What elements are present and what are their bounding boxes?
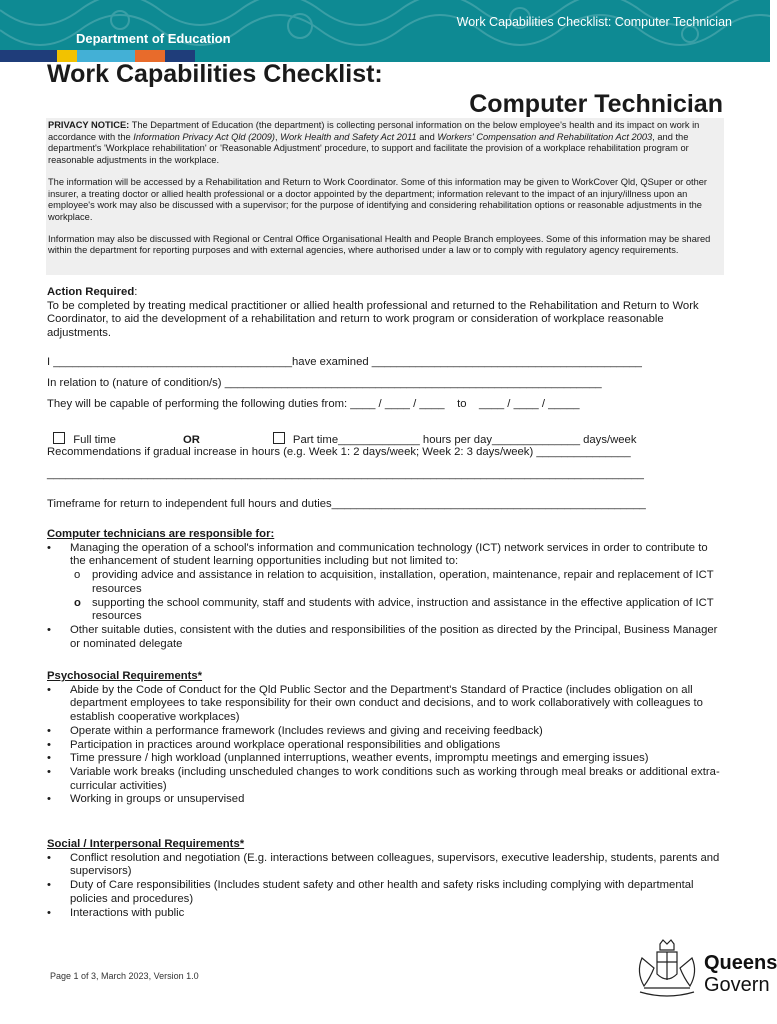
action-required-heading: Action Required — [47, 286, 135, 298]
page-footer: Page 1 of 3, March 2023, Version 1.0 — [50, 971, 199, 981]
queensland-crest-logo — [632, 938, 702, 1002]
sub-list-item — [70, 597, 722, 624]
list-item: • Interactions with public — [47, 907, 722, 921]
part-time-label[interactable]: Part time_____________ hours per day______________ days/week — [292, 434, 637, 446]
sub-list-item — [70, 569, 722, 596]
social-section — [47, 838, 722, 920]
privacy-text: The Department of Education (the department) is collecting personal information on the below employee's health and its impact on work in accordance with the — [48, 120, 700, 142]
privacy-paragraph-2: The information will be accessed by a Rehabilitation and Return to Work Coordinator. Some of this information may be given to WorkCover Qld, QSuper or other insurer, a treating doctor or allied health professional or a doctor appointed by the department; information relevant to the impact of an injury/illness upon an employee's work may also be discussed with a supervisor; for the purpose of identifying and considering rehabilitation options or reasonable adjustments in the workplace. — [48, 176, 708, 222]
timeframe-field[interactable]: Timeframe for return to independent full hours and duties__________________________________________________ — [47, 498, 646, 510]
duties-date-field[interactable]: They will be capable of performing the following duties from: ____ / ____ / ____ to ____ / ____ / _____ — [47, 398, 580, 410]
list-item: • Abide by the Code of Conduct for the Qld Public Sector and the Department's Standard of Practice (includes obligation on all department employees to take responsibility for their own conduct and decisions, and to work collaboratively with colleagues to establish cooperative workplaces) — [47, 684, 722, 725]
recommendations-field[interactable]: Recommendations if gradual increase in hours (e.g. Week 1: 2 days/week; Week 2: 3 days/week) _______________ — [47, 446, 631, 458]
hours-options — [47, 420, 636, 446]
department-name: Department of Education — [76, 31, 231, 46]
sub-bullet: o — [74, 596, 81, 609]
full-time-checkbox[interactable] — [53, 432, 65, 444]
or-label: OR — [182, 434, 200, 446]
list-item: • Duty of Care responsibilities (Includes student safety and other health and safety risks including complying with departmental policies and procedures) — [47, 879, 722, 906]
condition-field[interactable]: In relation to (nature of condition/s) ____________________________________________________________ — [47, 377, 602, 389]
page-title-line1: Work Capabilities Checklist: — [47, 60, 383, 88]
privacy-text: , and the department's 'Workplace rehabilitation' or 'Reasonable Adjustment' procedure, to support and facilitate the provision of a workplace rehabilitation program or reasonable adjustments in the workplace. — [48, 131, 689, 166]
social-heading: Social / Interpersonal Requirements* — [47, 838, 245, 850]
page-title-line2: Computer Technician — [469, 90, 723, 118]
action-required-section — [47, 286, 722, 341]
gov-wordmark-line1: Queens — [704, 952, 777, 974]
privacy-paragraph-3: Information may also be discussed with Regional or Central Office Organisational Health and People Branch employees. Some of this information may be shared within the department for reporting purposes and with external agencies, where authorised under a law or to comply with regulatory agency requirements. — [48, 233, 711, 256]
action-required-text: To be completed by treating medical practitioner or allied health professional and returned to the Rehabilitation and Return to Work Coordinator, to aid the development of a rehabilitation and return to work program or consideration of workplace reasonable adjustments. — [47, 299, 699, 340]
privacy-paragraph-1 — [48, 120, 722, 167]
list-item: • Other suitable duties, consistent with the duties and responsibilities of the position as directed by the Principal, Business Manager or nominated delegate — [47, 624, 722, 651]
act-reference: Information Privacy Act Qld (2009) — [133, 131, 276, 142]
examined-field[interactable]: I ______________________________________have examined ___________________________________________ — [47, 356, 642, 368]
act-reference: Workers' Compensation and Rehabilitation Act 2003 — [437, 131, 653, 142]
list-item: • Conflict resolution and negotiation (E.g. interactions between colleagues, supervisors, executive leadership, students, parents and supervisors) — [47, 852, 722, 879]
list-item — [47, 542, 722, 624]
responsibilities-heading: Computer technicians are responsible for: — [47, 528, 275, 540]
sub-list-item-text: providing advice and assistance in relation to acquisition, installation, operation, maintenance, repair and replacement of ICT resources — [92, 569, 714, 595]
list-item: • Participation in practices around workplace operational responsibilities and obligations — [47, 739, 722, 753]
list-item: • Working in groups or unsupervised — [47, 793, 722, 807]
header-document-title: Work Capabilities Checklist: Computer Technician — [456, 15, 732, 29]
list-item: • Time pressure / high workload (unplanned interruptions, weather events, impromptu meetings and emerging issues) — [47, 752, 722, 766]
privacy-label: PRIVACY NOTICE: — [48, 120, 130, 130]
gov-wordmark-line2: Govern — [704, 974, 770, 996]
full-time-label: Full time — [73, 434, 116, 446]
list-item: • Operate within a performance framework (Includes reviews and giving and receiving feedback) — [47, 725, 722, 739]
colon: : — [134, 286, 138, 298]
act-reference: Work Health and Safety Act 2011 — [280, 131, 417, 142]
privacy-notice — [46, 118, 724, 275]
list-item: • Variable work breaks (including unscheduled changes to work conditions such as working through meal breaks or additional extra-curricular activities) — [47, 766, 722, 793]
list-item-text: Managing the operation of a school's information and communication technology (ICT) network services in order to contribute to the enhancement of student learning opportunities including but not limited to: — [70, 541, 708, 568]
responsibilities-section — [47, 528, 722, 651]
psychosocial-heading: Psychosocial Requirements* — [47, 670, 203, 682]
part-time-checkbox[interactable] — [273, 432, 285, 444]
privacy-text: and — [416, 131, 438, 142]
sub-list-item-text: supporting the school community, staff and students with advice, instruction and assistance in the effective application of ICT resources — [92, 596, 714, 623]
sub-bullet: o — [74, 569, 81, 582]
recommendations-blank-line[interactable]: _______________________________________________________________________________________________ — [47, 468, 644, 480]
privacy-text: , — [275, 131, 281, 142]
psychosocial-section — [47, 670, 722, 807]
queensland-government-wordmark — [704, 952, 777, 996]
